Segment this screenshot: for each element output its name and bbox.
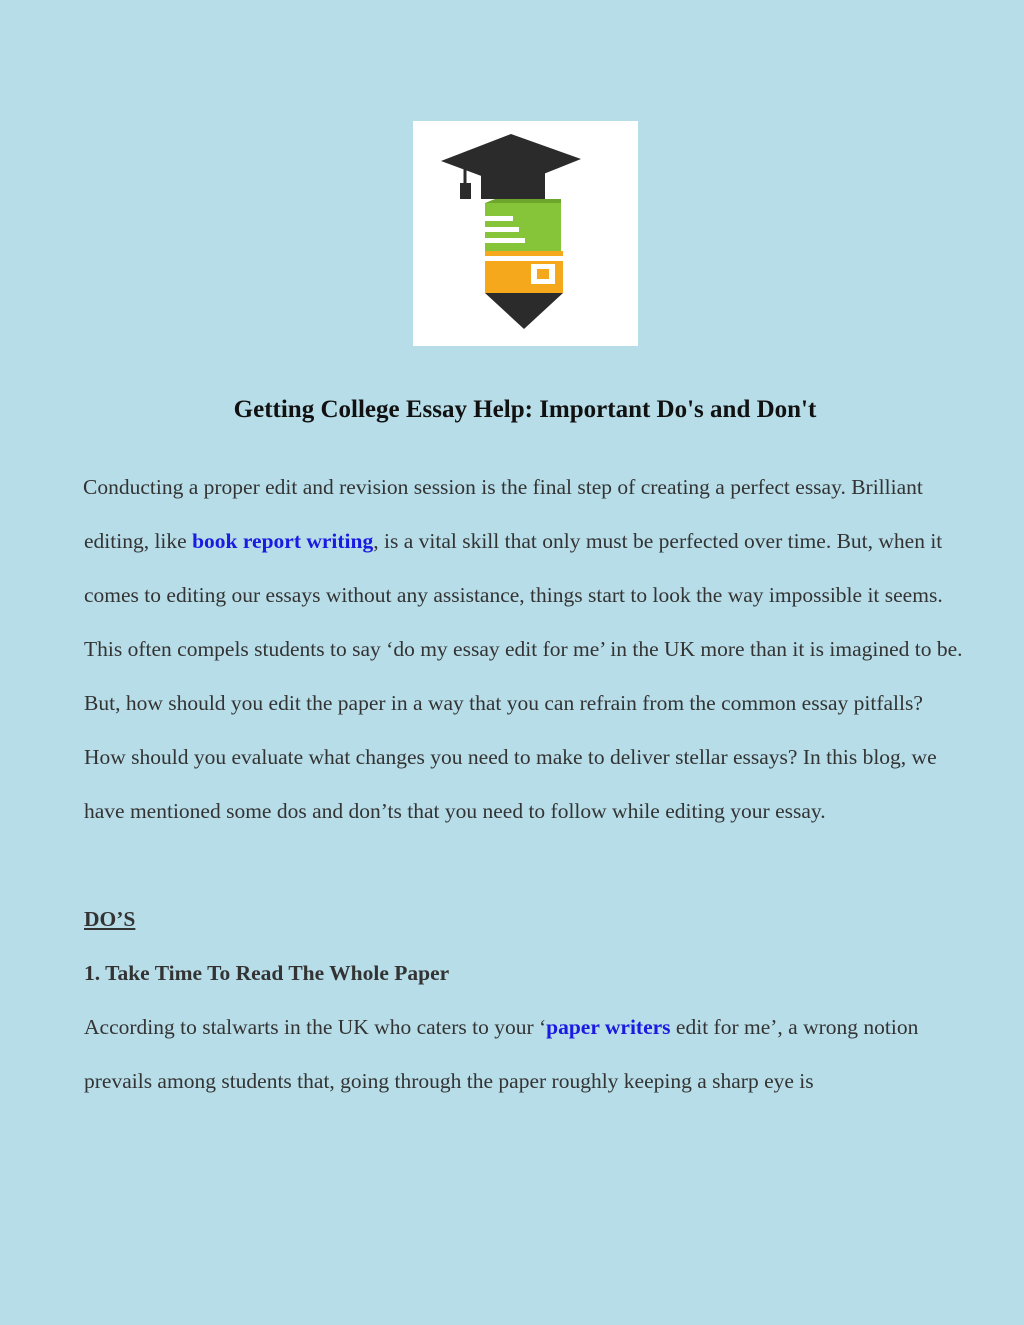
second-paragraph: But, how should you edit the paper in a way that you can refrain from the common essay pitfalls? How should you evaluate what changes you need to make to deliver stellar essays? In this blog, we have mentioned some dos and don’ts that you need to follow while editing your essay.	[84, 691, 937, 823]
section1-paragraph	[84, 1000, 964, 1108]
section1-text-1: According to stalwarts in the UK who caters to your ‘	[84, 1015, 547, 1039]
intro-text-1: Conducting a proper edit and revision session is the final step of creating a perfect essay. Brilliant editing, like	[83, 475, 923, 553]
article-body	[84, 460, 964, 1108]
section1-heading: 1. Take Time To Read The Whole Paper	[84, 961, 450, 985]
paper-writers-link[interactable]: paper writers	[546, 1015, 671, 1039]
spacer	[84, 838, 964, 892]
logo	[413, 121, 638, 346]
intro-text-2: , is a vital skill that only must be perfected over time. But, when it comes to editing our essays without any assistance, things start to look the way impossible it seems. This often compels students to say ‘do my essay edit for me’ in the UK more than it is imagined to be.	[84, 529, 963, 661]
dos-heading: DO’S	[84, 907, 136, 931]
section1-text-2: edit for me’, a wrong notion prevails among students that, going through the paper roughly keeping a sharp eye is	[84, 1015, 919, 1093]
book-report-writing-link[interactable]: book report writing	[192, 529, 374, 553]
intro-paragraph	[84, 460, 964, 676]
graduation-cap-pencil-icon	[413, 121, 638, 346]
page-title: Getting College Essay Help: Important Do's and Don't	[233, 396, 817, 423]
